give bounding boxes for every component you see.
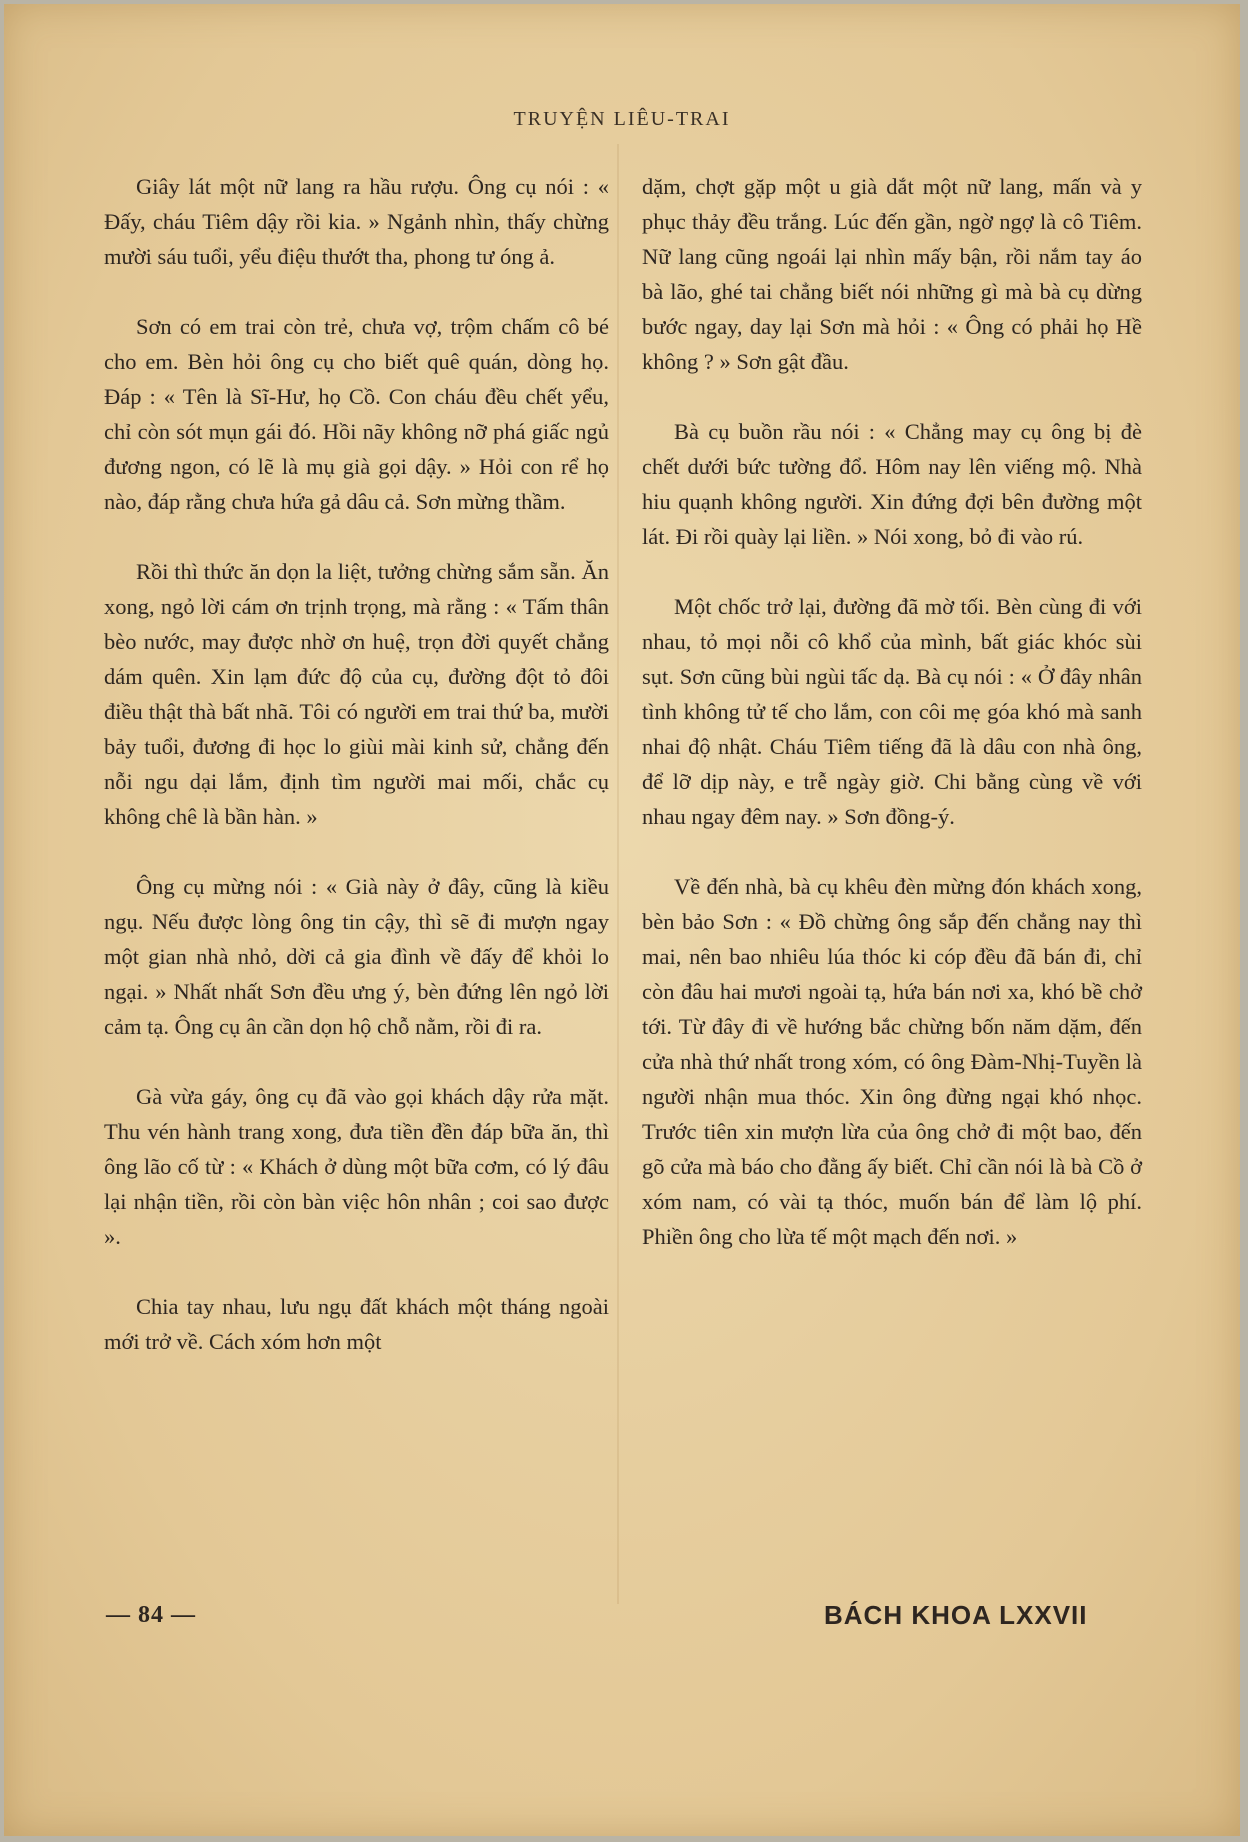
paragraph: Gà vừa gáy, ông cụ đã vào gọi khách dậy rửa mặt. Thu vén hành trang xong, đưa tiền đền đáp bữa ăn, thì ông lão cố từ : « Khách ở dùng một bữa cơm, có lý đâu lại nhận tiền, rồi còn bàn việc hôn nhân ; coi sao được ». xyxy=(104,1084,609,1249)
gutter-fold xyxy=(617,144,619,1604)
paragraph: Giây lát một nữ lang ra hầu rượu. Ông cụ nói : « Đấy, cháu Tiêm dậy rồi kia. » Ngảnh nhìn, thấy chừng mười sáu tuổi, yểu điệu thướt tha, phong tư óng ả. xyxy=(104,174,609,269)
book-page xyxy=(4,4,1240,1836)
running-head: TRUYỆN LIÊU-TRAI xyxy=(513,108,731,130)
paragraph: dặm, chợt gặp một u già dắt một nữ lang, mấn và y phục thảy đều trắng. Lúc đến gần, ngờ ngợ là cô Tiêm. Nữ lang cũng ngoái lại nhìn mấy bận, rồi nắm tay áo bà lão, ghé tai chẳng biết nói những gì mà bà cụ dừng bước ngay, day lại Sơn mà hỏi : « Ông có phải họ Hề không ? » Sơn gật đầu. xyxy=(642,174,1142,374)
paragraph: Sơn có em trai còn trẻ, chưa vợ, trộm chấm cô bé cho em. Bèn hỏi ông cụ cho biết quê quán, dòng họ. Đáp : « Tên là Sĩ-Hư, họ Cồ. Con cháu đều chết yểu, chỉ còn sót mụn gái đó. Hồi nãy không nỡ phá giấc ngủ đương ngon, có lẽ là mụ già gọi dậy. » Hỏi con rể họ nào, đáp rằng chưa hứa gả dâu cả. Sơn mừng thầm. xyxy=(104,314,609,514)
paragraph: Một chốc trở lại, đường đã mờ tối. Bèn cùng đi với nhau, tỏ mọi nỗi cô khổ của mình, bất giác khóc sùi sụt. Sơn cũng bùi ngùi tấc dạ. Bà cụ nói : « Ở đây nhân tình không tử tế cho lắm, con côi mẹ góa khó mà sanh nhai độ nhật. Cháu Tiêm tiếng đã là dâu con nhà ông, để lỡ dịp này, e trễ ngày giờ. Chi bằng cùng về với nhau ngay đêm nay. » Sơn đồng-ý. xyxy=(642,594,1142,829)
paragraph: Rồi thì thức ăn dọn la liệt, tưởng chừng sắm sẵn. Ăn xong, ngỏ lời cám ơn trịnh trọng, mà rằng : « Tấm thân bèo nước, may được nhờ ơn huệ, trọn đời quyết chẳng dám quên. Xin lạm đức độ của cụ, đường đột tỏ đôi điều thật thà bất nhã. Tôi có người em trai thứ ba, mười bảy tuổi, đương đi học lo giùi mài kinh sử, chẳng đến nỗi ngu dại lắm, định tìm người mai mối, chắc cụ không chê là bần hàn. » xyxy=(104,559,609,829)
paragraph: Về đến nhà, bà cụ khêu đèn mừng đón khách xong, bèn bảo Sơn : « Đồ chừng ông sắp đến chẳng nay thì mai, nên bao nhiêu lúa thóc ki cóp đều đã bán đi, chỉ còn đâu hai mươi ngoài tạ, hứa bán nơi xa, khó bề chở tới. Từ đây đi về hướng bắc chừng bốn năm dặm, đến cửa nhà thứ nhất trong xóm, có ông Đàm-Nhị-Tuyền là người nhận mua thóc. Xin ông đừng ngại khó nhọc. Trước tiên xin mượn lừa của ông chở đi một bao, đến gõ cửa mà báo cho đằng ấy biết. Chỉ cần nói là bà Cồ ở xóm nam, có vài tạ thóc, muốn bán để làm lộ phí. Phiền ông cho lừa tế một mạch đến nơi. » xyxy=(642,874,1142,1249)
paragraph: Chia tay nhau, lưu ngụ đất khách một tháng ngoài mới trở về. Cách xóm hơn một xyxy=(104,1294,609,1354)
page-number: — 84 — xyxy=(106,1602,196,1628)
left-column xyxy=(104,169,609,1394)
paragraph: Bà cụ buồn rầu nói : « Chẳng may cụ ông bị đè chết dưới bức tường đổ. Hôm nay lên viếng mộ. Nhà hiu quạnh không người. Xin đứng đợi bên đường một lát. Đi rồi quày lại liền. » Nói xong, bỏ đi vào rú. xyxy=(642,419,1142,549)
paragraph: Ông cụ mừng nói : « Già này ở đây, cũng là kiều ngụ. Nếu được lòng ông tin cậy, thì sẽ đi mượn ngay một gian nhà nhỏ, dời cả gia đình về đấy để khỏi lo ngại. » Nhất nhất Sơn đều ưng ý, bèn đứng lên ngỏ lời cảm tạ. Ông cụ ân cần dọn hộ chỗ nằm, rồi đi ra. xyxy=(104,874,609,1039)
right-column xyxy=(642,169,1142,1289)
journal-title: BÁCH KHOA LXXVII xyxy=(824,1600,1088,1630)
